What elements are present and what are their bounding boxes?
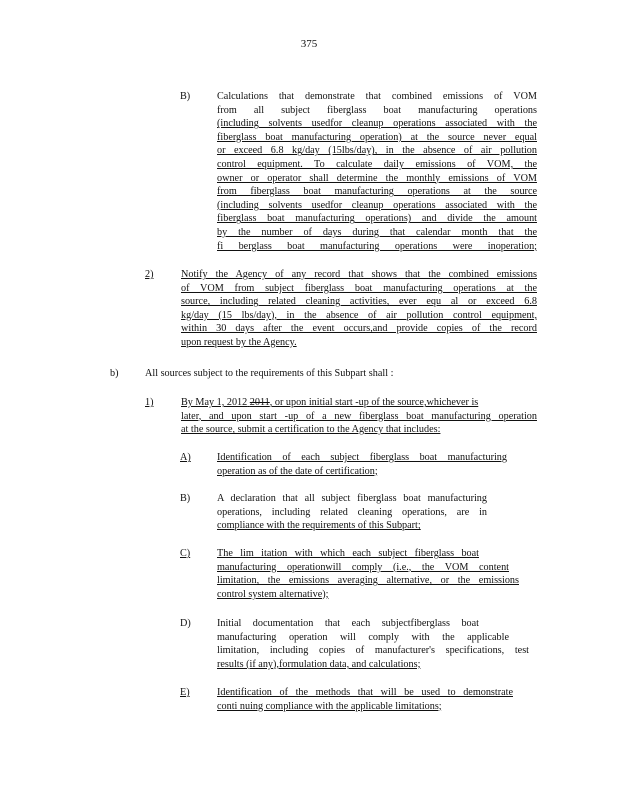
text-line [181,396,537,410]
sub-b-text [217,492,487,533]
text-line: conti nuing compliance with the applicable limitations; [217,700,442,712]
text-line: A declaration that all subject fiberglass boat manufacturing [217,493,487,504]
section-b-text: All sources subject to the requirements of this Subpart shall : [145,368,394,379]
text-line: compliance with the requirements of this Subpart; [217,520,421,532]
item-1-text [181,396,537,437]
sub-a-text [217,451,507,478]
text-line: operation as of the date of certification; [217,465,378,477]
text-line: within 30 days after the event occurs,and provide copies of the record [181,323,537,335]
text-line: upon request by the Agency. [181,336,297,348]
text-line: of VOM from subject fiberglass boat manufacturing operations at the [181,282,537,294]
text-line: control system alternative); [217,588,329,600]
text-line: (including solvents usedfor cleanup operations associated with the [217,118,537,130]
sub-b-marker: B) [180,493,191,504]
text-line: from all subject fiberglass boat manufacturing operations [217,104,537,116]
text-line: kg/day (15 lbs/day), in the absence of air pollution control equipment, [181,309,537,321]
item-2-text [181,268,537,350]
text-line: fiberglass boat manufacturing operation) at the source never equal [217,131,537,143]
section-b-marker: b) [110,368,119,379]
page-number: 375 [300,38,318,50]
sub-d-text [217,617,529,671]
text-line: manufacturing operationwill comply (i.e., the VOM content [217,561,509,573]
sub-c-text [217,547,519,601]
text-line: results (if any),formulation data, and calculations; [217,658,421,670]
item-b-text [217,90,537,253]
text-line: later, and upon start -up of a new fiberglass boat manufacturing operation [181,410,537,422]
text-line: at the source, submit a certification to the Agency that includes: [181,424,441,436]
sub-a-marker: A) [180,452,191,463]
text-line: fi berglass boat manufacturing operations were inoperation; [217,240,537,252]
item-b-marker: B) [180,91,191,102]
text-line: limitation, including copies of manufacturer's specifications, test [217,645,529,657]
struck-year: 2011 [249,397,270,408]
text-line: source, including related cleaning activities, ever equ al or exceed 6.8 [181,296,537,308]
sub-d-marker: D) [180,618,191,629]
text-line: from fiberglass boat manufacturing operations at the source [217,186,537,198]
text-line: Calculations that demonstrate that combined emissions of VOM [217,91,537,102]
text-line: Notify the Agency of any record that shows that the combined emissions [181,269,537,280]
text-line: Initial documentation that each subjectfiberglass boat [217,618,479,629]
text-line: limitation, the emissions averaging alternative, or the emissions [217,575,519,587]
text-line: fiberglass boat manufacturing operations) and divide the amount [217,213,537,225]
text-line: control equipment. To calculate daily emissions of VOM, the [217,158,537,170]
text-line: Identification of the methods that will be used to demonstrate [217,687,513,698]
sub-e-marker: E) [180,687,190,698]
text-line: Identification of each subject fiberglass boat manufacturing [217,452,507,463]
item-2-marker: 2) [145,269,154,280]
text-line: The lim itation with which each subject fiberglass boat [217,548,479,559]
sub-e-text [217,686,513,713]
sub-c-marker: C) [180,548,191,559]
text-line: manufacturing operation will comply with the applicable [217,631,509,643]
text-line: (including solvents usedfor cleanup operations associated with the [217,199,537,211]
text-line: owner or operator shall determine the monthly emissions of VOM [217,172,537,184]
deadline-date: By May 1, 2012 [181,397,248,408]
item-1-marker: 1) [145,397,154,408]
text-line: or exceed 6.8 kg/day (15lbs/day), in the absence of air pollution [217,145,537,157]
text-line: operations, including related cleaning operations, are in [217,506,487,518]
text-line: by the number of days during that calendar month that the [217,226,537,238]
text-fragment: , or upon initial start -up of the source,whichever is [269,397,479,408]
